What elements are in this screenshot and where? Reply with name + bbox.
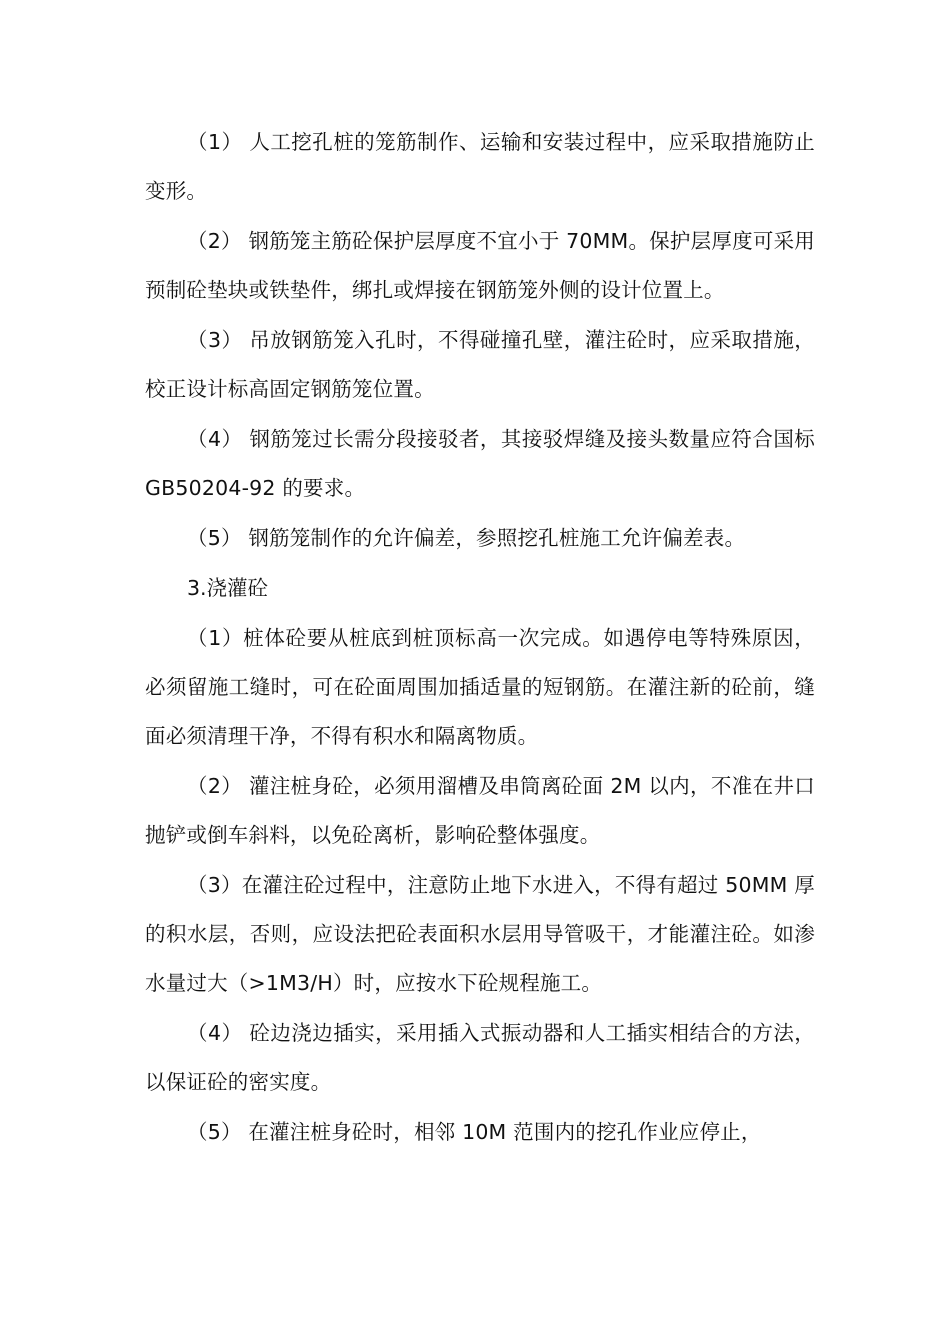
paragraph-pour-adjacent: （5） 在灌注桩身砼时，相邻 10M 范围内的挖孔作业应停止， — [187, 1120, 762, 1144]
paragraph-cover-thickness: （2） 钢筋笼主筋砼保护层厚度不宜小于 70MM。保护层厚度可采用预制砼垫块或铁垫件，绑扎或焊接在钢筋笼外侧的设计位置上。 — [145, 229, 815, 302]
paragraph-cage-tolerance: （5） 钢筋笼制作的允许偏差，参照挖孔桩施工允许偏差表。 — [187, 526, 746, 550]
paragraph-pour-chute: （2） 灌注桩身砼，必须用溜槽及串筒离砼面 2M 以内，不准在井口抛铲或倒车斜料，以免砼离析，影响砼整体强度。 — [145, 774, 815, 847]
paragraph-cage-fabrication: （1） 人工挖孔桩的笼筋制作、运输和安装过程中，应采取措施防止变形。 — [145, 130, 815, 203]
paragraph-pour-groundwater: （3）在灌注砼过程中，注意防止地下水进入，不得有超过 50MM 厚的积水层，否则，应设法把砼表面积水层用导管吸干，才能灌注砼。如渗水量过大（>1M3/H）时，应按水下砼规程施工。 — [145, 873, 815, 995]
paragraph-cage-lowering: （3） 吊放钢筋笼入孔时，不得碰撞孔壁，灌注砼时，应采取措施，校正设计标高固定钢筋笼位置。 — [145, 328, 815, 401]
paragraph-pour-continuous: （1）桩体砼要从桩底到桩顶标高一次完成。如遇停电等特殊原因，必须留施工缝时，可在砼面周围加插适量的短钢筋。在灌注新的砼前，缝面必须清理干净，不得有积水和隔离物质。 — [145, 626, 815, 748]
document-body — [145, 118, 815, 1158]
paragraph-cage-splicing: （4） 钢筋笼过长需分段接驳者，其接驳焊缝及接头数量应符合国标 GB50204-92 的要求。 — [145, 427, 815, 500]
section-heading-pouring: 3.浇灌砼 — [187, 576, 269, 600]
paragraph-pour-compaction: （4） 砼边浇边插实，采用插入式振动器和人工插实相结合的方法，以保证砼的密实度。 — [145, 1021, 815, 1094]
